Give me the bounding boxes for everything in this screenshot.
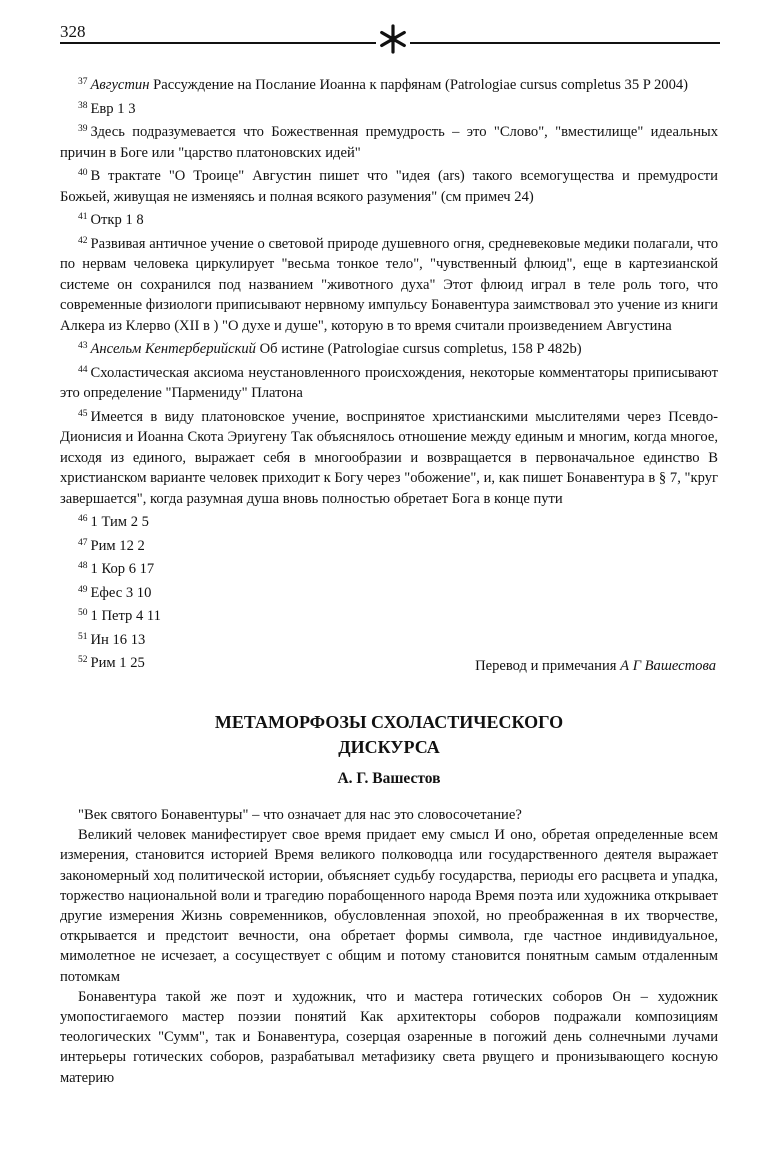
credit-name: А Г Вашестова bbox=[620, 658, 716, 674]
body-paragraph: Бонавентура такой же поэт и художник, что и мастера готических соборов Он – художник умопостигаемого мастер поэзии понятий Как архитекторы соборов подражали композициям теологических "Сумм", так и Бонавентура, созерцая озаренные в погожий день солнечными лучами интерьеры готических соборов, разрабатывал метафизику света рвущего и пронизывающего косную материю bbox=[60, 988, 718, 1086]
endnote: $^{39}$ Здесь подразумевается что Божественная премудрость – это "Слово", "вместилище" идеальных причин в Боге или "царство платоновских идей" bbox=[60, 124, 718, 161]
endnote: $^{46}$ 1 Тим 2 5 bbox=[78, 514, 149, 530]
body-paragraph: "Век святого Бонавентуры" – что означает для нас это словосочетание? bbox=[78, 807, 522, 823]
article-body bbox=[60, 805, 718, 1088]
endnote: $^{50}$ 1 Петр 4 11 bbox=[78, 608, 161, 624]
endnote: $^{47}$ Рим 12 2 bbox=[78, 537, 145, 554]
endnote: $^{41}$ Откр 1 8 bbox=[78, 212, 144, 228]
body-paragraph: Великий человек манифестирует свое время придает ему смысл И оно, обретая определенные всем измерения, становится историей Время великого полководца или государственного деятеля выражает закономерный ход политической истории, объясняет судьбу государства, периоды его расцвета и упадка, торжество национальной воли и трагедию порабощенного народа Время поэта или художника открывает другие измерения Жизнь современников, обусловленная эпохой, но преображенная в их творчестве, открывается и предстоит вечности, она обретает формы символа, где частное индивидуальное, мимолетное не исчезает, а сосуществует с общим и потому становится понятным самым отдаленным потомкам bbox=[60, 827, 718, 985]
endnote: $^{42}$ Развивая античное учение о световой природе душевного огня, средневековые медики полагали, что по нервам человека циркулирует "весьма тонкое тело", "чувственный флюид", еще в картезианской системе он сохранился под названием "животного духа" Этот флюид играл в теле роль того, что современные физиологи приписывают нервному импульсу Бонавентура заимствовал это учение из книги Алкера из Клерво (XII в ) "О духе и душе", которую в то время считали произведением Августина bbox=[60, 235, 718, 334]
article-author: А. Г. Вашестов bbox=[337, 770, 441, 787]
credit-label: Перевод и примечания bbox=[475, 658, 617, 674]
endnotes bbox=[60, 72, 718, 674]
header-rule-right bbox=[410, 42, 720, 44]
endnote: $^{45}$ Имеется в виду платоновское учение, воспринятое христианскими мыслителями через Псевдо-Дионисия и Иоанна Скота Эриугену Так объяснялось отношение между единым и многим, когда многое, исходя из единого, выражает себя в многообразии и возвращается в первоначальное единство В христианском варианте человек приходит к Богу через "обожение", и, как пишет Бонавентура в § 7, "круг завершается", когда разумная душа вновь полностью обретает Бога в конце пути bbox=[60, 408, 718, 507]
endnote: $^{38}$ Евр 1 3 bbox=[78, 100, 136, 117]
translation-credit bbox=[475, 658, 716, 675]
endnote: $^{37}$ Августин Рассуждение на Послание Иоанна к парфянам (Patrologiae cursus completus 35 P 2004) bbox=[78, 77, 689, 93]
endnote: $^{48}$ 1 Кор 6 17 bbox=[78, 561, 155, 577]
endnote: $^{43}$ Ансельм Кентерберийский Об истине (Patrologiae cursus completus, 158 P 482b) bbox=[78, 341, 582, 357]
article-title-line: МЕТАМОРФОЗЫ СХОЛАСТИЧЕСКОГО bbox=[214, 712, 564, 732]
asterisk-ornament-icon bbox=[378, 24, 408, 54]
endnote: $^{49}$ Ефес 3 10 bbox=[78, 584, 152, 601]
endnote: $^{52}$ Рим 1 25 bbox=[78, 655, 145, 671]
page-number: 328 bbox=[60, 22, 86, 41]
header-rule-left bbox=[60, 42, 376, 44]
endnote: $^{44}$ Схоластическая аксиома неустановленного происхождения, некоторые комментаторы приписывают это определение "Пармениду" Платона bbox=[60, 364, 718, 401]
article-title-line: ДИСКУРСА bbox=[338, 737, 440, 757]
endnote: $^{51}$ Ин 16 13 bbox=[78, 631, 146, 648]
endnote: $^{40}$ В трактате "О Троице" Августин пишет что "идея (ars) такого всемогущества и премудрости Божьей, живущая не изменяясь и полная всякого разумения" (см примеч 24) bbox=[60, 168, 718, 205]
page-header bbox=[60, 22, 720, 52]
article-title bbox=[60, 710, 718, 760]
